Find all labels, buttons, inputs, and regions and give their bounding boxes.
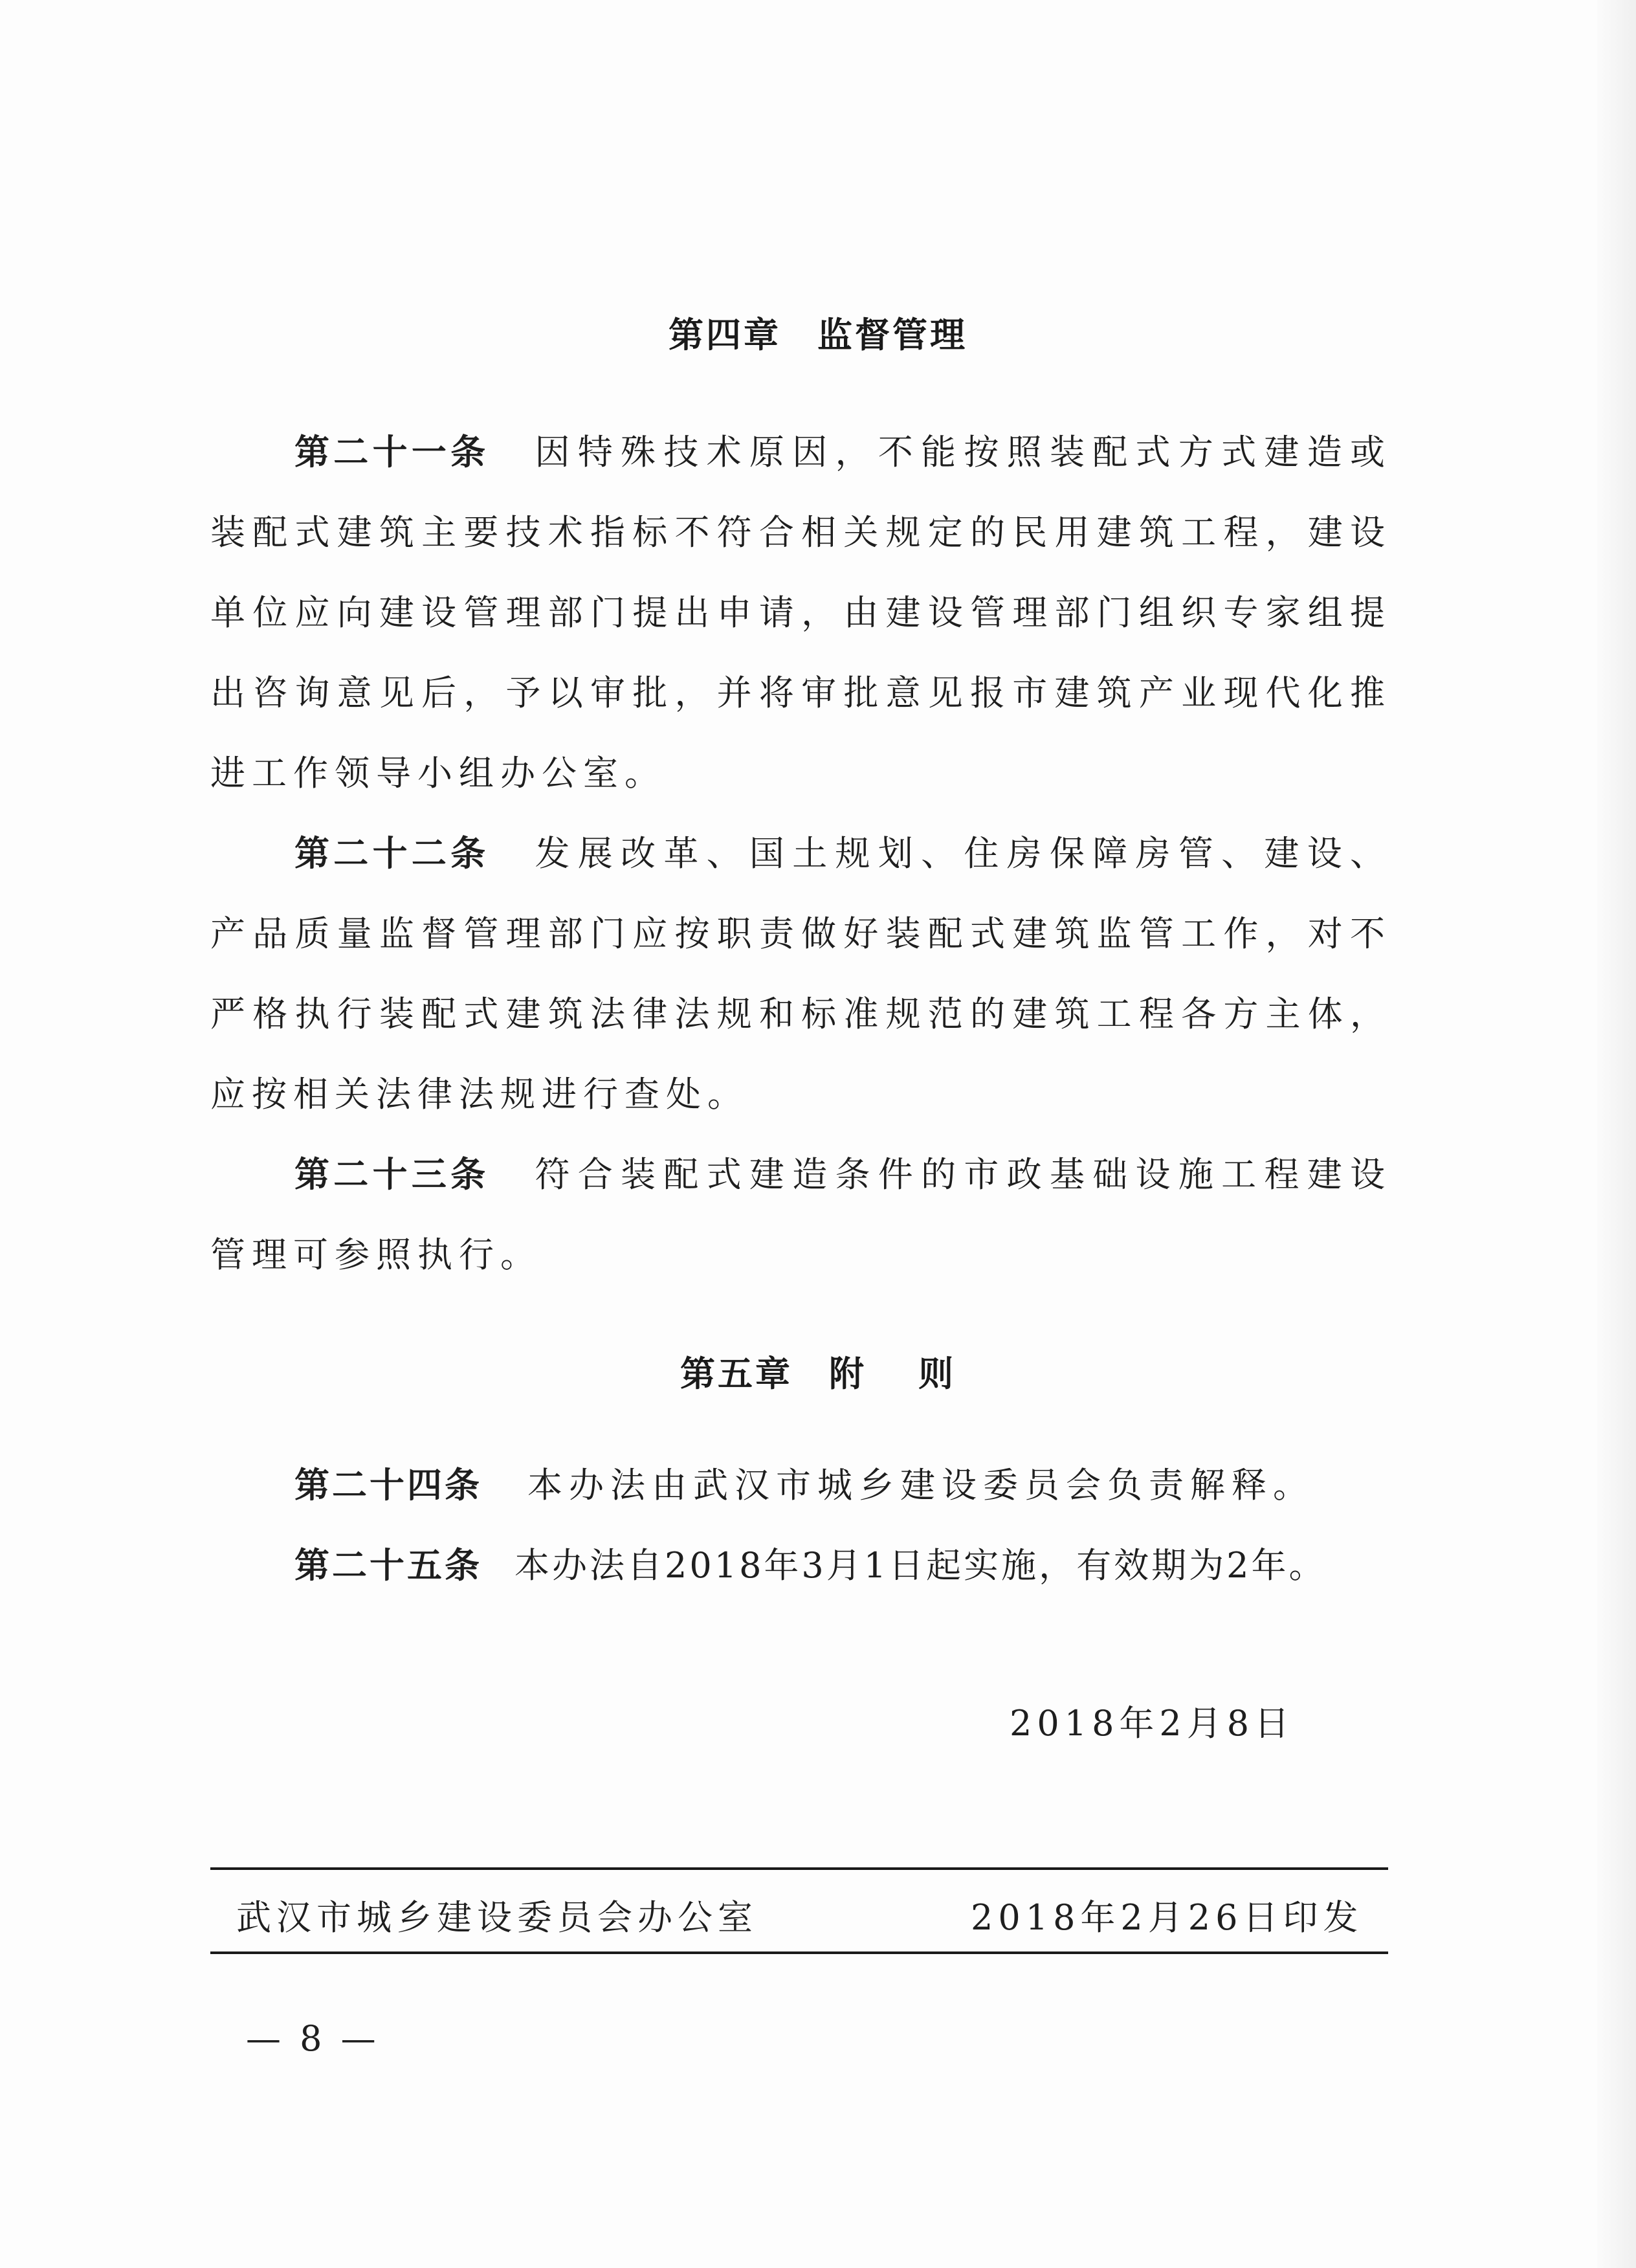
article-25-title: 第二十五条 <box>294 1545 482 1586</box>
article-25-text: 本办法自2018年3月1日起实施，有效期为2年。 <box>514 1545 1327 1586</box>
footer-issuer: 武汉市城乡建设委员会办公室 <box>236 1897 758 1938</box>
chapter-five-title-2: 则 <box>918 1353 956 1394</box>
footer-issue-date: 2018年2月26日印发 <box>971 1897 1364 1938</box>
article-24-text: 本办法由武汉市城乡建设委员会负责解释。 <box>527 1465 1314 1506</box>
article-22 <box>210 814 1391 1135</box>
article-24-title: 第二十四条 <box>294 1465 482 1506</box>
article-23-title: 第二十三条 <box>294 1154 490 1195</box>
chapter-four-heading <box>0 307 1636 357</box>
signing-date: 2018年2月8日 <box>1010 1703 1295 1744</box>
footer-top-rule <box>210 1867 1388 1870</box>
chapter-five-heading <box>0 1346 1636 1396</box>
article-21-text: 因特殊技术原因，不能按照装配式方式建造或装配式建筑主要技术指标不符合相关规定的民用建筑工程，建设单位应向建设管理部门提出申请，由建设管理部门组织专家组提出咨询意见后，予以审批，并将审批意见报市建筑产业现代化推进工作领导小组办公室。 <box>210 432 1392 794</box>
article-23-text: 符合装配式建造条件的市政基础设施工程建设管理可参照执行。 <box>210 1154 1392 1275</box>
article-22-text: 发展改革、国土规划、住房保障房管、建设、产品质量监督管理部门应按职责做好装配式建筑监管工作，对不严格执行装配式建筑法律法规和标准规范的建筑工程各方主体，应按相关法律法规进行查处。 <box>210 833 1392 1115</box>
page-number: — 8 — <box>246 2018 380 2059</box>
article-25 <box>210 1526 1391 1606</box>
article-22-title: 第二十二条 <box>294 833 490 874</box>
chapter-four-title: 监督管理 <box>817 315 967 355</box>
footer-bottom-rule <box>210 1951 1388 1954</box>
chapter-four-number: 第四章 <box>669 315 781 355</box>
article-24 <box>210 1445 1391 1526</box>
chapter-five-title-1: 附 <box>829 1353 867 1394</box>
article-21 <box>210 412 1391 814</box>
chapter-five-number: 第五章 <box>680 1353 793 1394</box>
article-21-title: 第二十一条 <box>294 432 490 472</box>
article-23 <box>210 1135 1391 1295</box>
